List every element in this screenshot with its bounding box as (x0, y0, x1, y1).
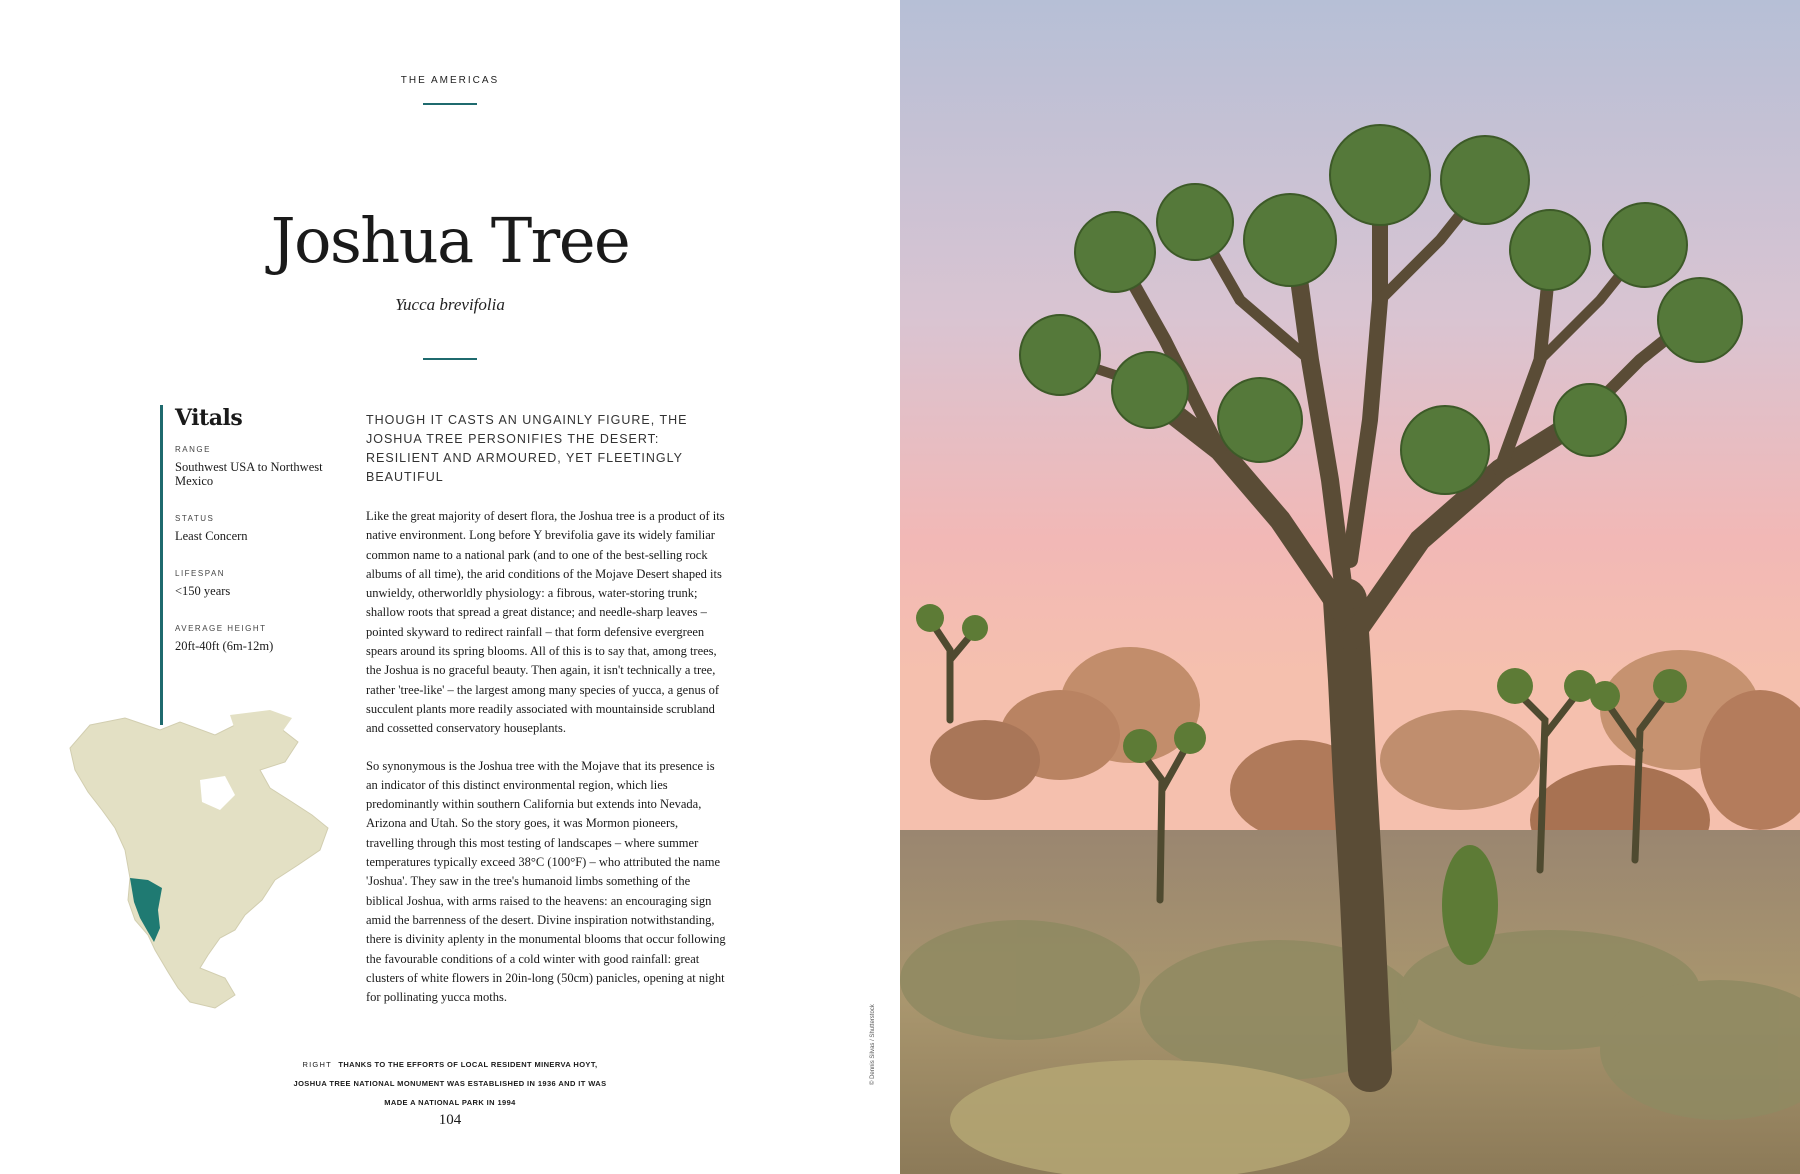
north-america-landmass (70, 718, 328, 1008)
vital-value-lifespan: <150 years (175, 584, 231, 598)
body-paragraph-2: So synonymous is the Joshua tree with the Mojave that its presence is an indicator of this distinct environmental region, which lies predominantly within southern California but extends into Nevada, Arizona and Utah. So the story goes, it was Mormon pioneers, travelling through this most testing of landscapes – where summer temperatures typically exceed 38°C (100°F) – who attributed the name 'Joshua'. They saw in the tree's humanoid limbs something of the biblical Joshua, with arms raised to the heavens: an encouraging sign amid the barrenness of the desert. Divine inspiration notwithstanding, there is divinity aplenty in the monumental blooms that occur following the favourable conditions of a cold winter with good rainfall: great clusters of white flowers in 20in-long (50cm) panicles, opening at night for pollinating yucca moths. (366, 758, 726, 1005)
vital-label-status: STATUS (175, 514, 215, 523)
vital-label-height: AVERAGE HEIGHT (175, 624, 267, 633)
vitals-panel (160, 405, 340, 725)
range-map (30, 710, 350, 1020)
top-divider (423, 103, 477, 105)
vital-value-status: Least Concern (175, 529, 248, 543)
photo-credit: © Dennis Silvas / Shutterstock (870, 1004, 876, 1085)
main-text-column (366, 411, 726, 1025)
caption-label: RIGHT (302, 1060, 332, 1069)
right-page (900, 0, 1800, 1174)
page-title: Joshua Tree (270, 204, 630, 277)
vital-value-range: Southwest USA to Northwest Mexico (175, 460, 323, 488)
vital-label-range: RANGE (175, 445, 211, 454)
body-paragraph-1: Like the great majority of desert flora, the Joshua tree is a product of its native environment. Long before Y brevifolia gave its widely familiar common name to a national park (and to one of the best-selling rock albums of all time), the arid conditions of the Mojave Desert shaped its unwieldy, otherworldly physiology: a fibrous, water-storing trunk; shallow roots that spread a great distance; and needle-sharp leaves – pointed skyward to redirect rainfall – that form defensive evergreen spears around its spring blooms. All of this is to say that, among trees, the Joshua is no graceful beauty. Then again, it isn't technically a tree, rather 'tree-like' – the largest among many species of yucca, a genus of succulent plants more readily associated with mountainside scrubland and cossetted conservatory houseplants. (366, 509, 725, 736)
vitals-heading: Vitals (175, 405, 243, 431)
photo-caption (285, 1055, 615, 1112)
vital-value-height: 20ft-40ft (6m-12m) (175, 639, 274, 653)
lede: THOUGH IT CASTS AN UNGAINLY FIGURE, THE JOSHUA TREE PERSONIFIES THE DESERT: RESILIENT AND ARMOURED, YET FLEETINGLY BEAUTIFUL (366, 413, 688, 484)
vital-label-lifespan: LIFESPAN (175, 569, 226, 578)
title-divider (423, 358, 477, 360)
latin-name: Yucca brevifolia (395, 295, 505, 314)
page-number: 104 (438, 1112, 462, 1128)
caption-text: THANKS TO THE EFFORTS OF LOCAL RESIDENT MINERVA HOYT, JOSHUA TREE NATIONAL MONUMENT WAS ESTABLISHED IN 1936 AND IT WAS MADE A NATIONAL PARK IN 1994 (293, 1060, 607, 1107)
section-label: THE AMERICAS (400, 75, 500, 86)
joshua-tree-photo (900, 0, 1800, 1174)
